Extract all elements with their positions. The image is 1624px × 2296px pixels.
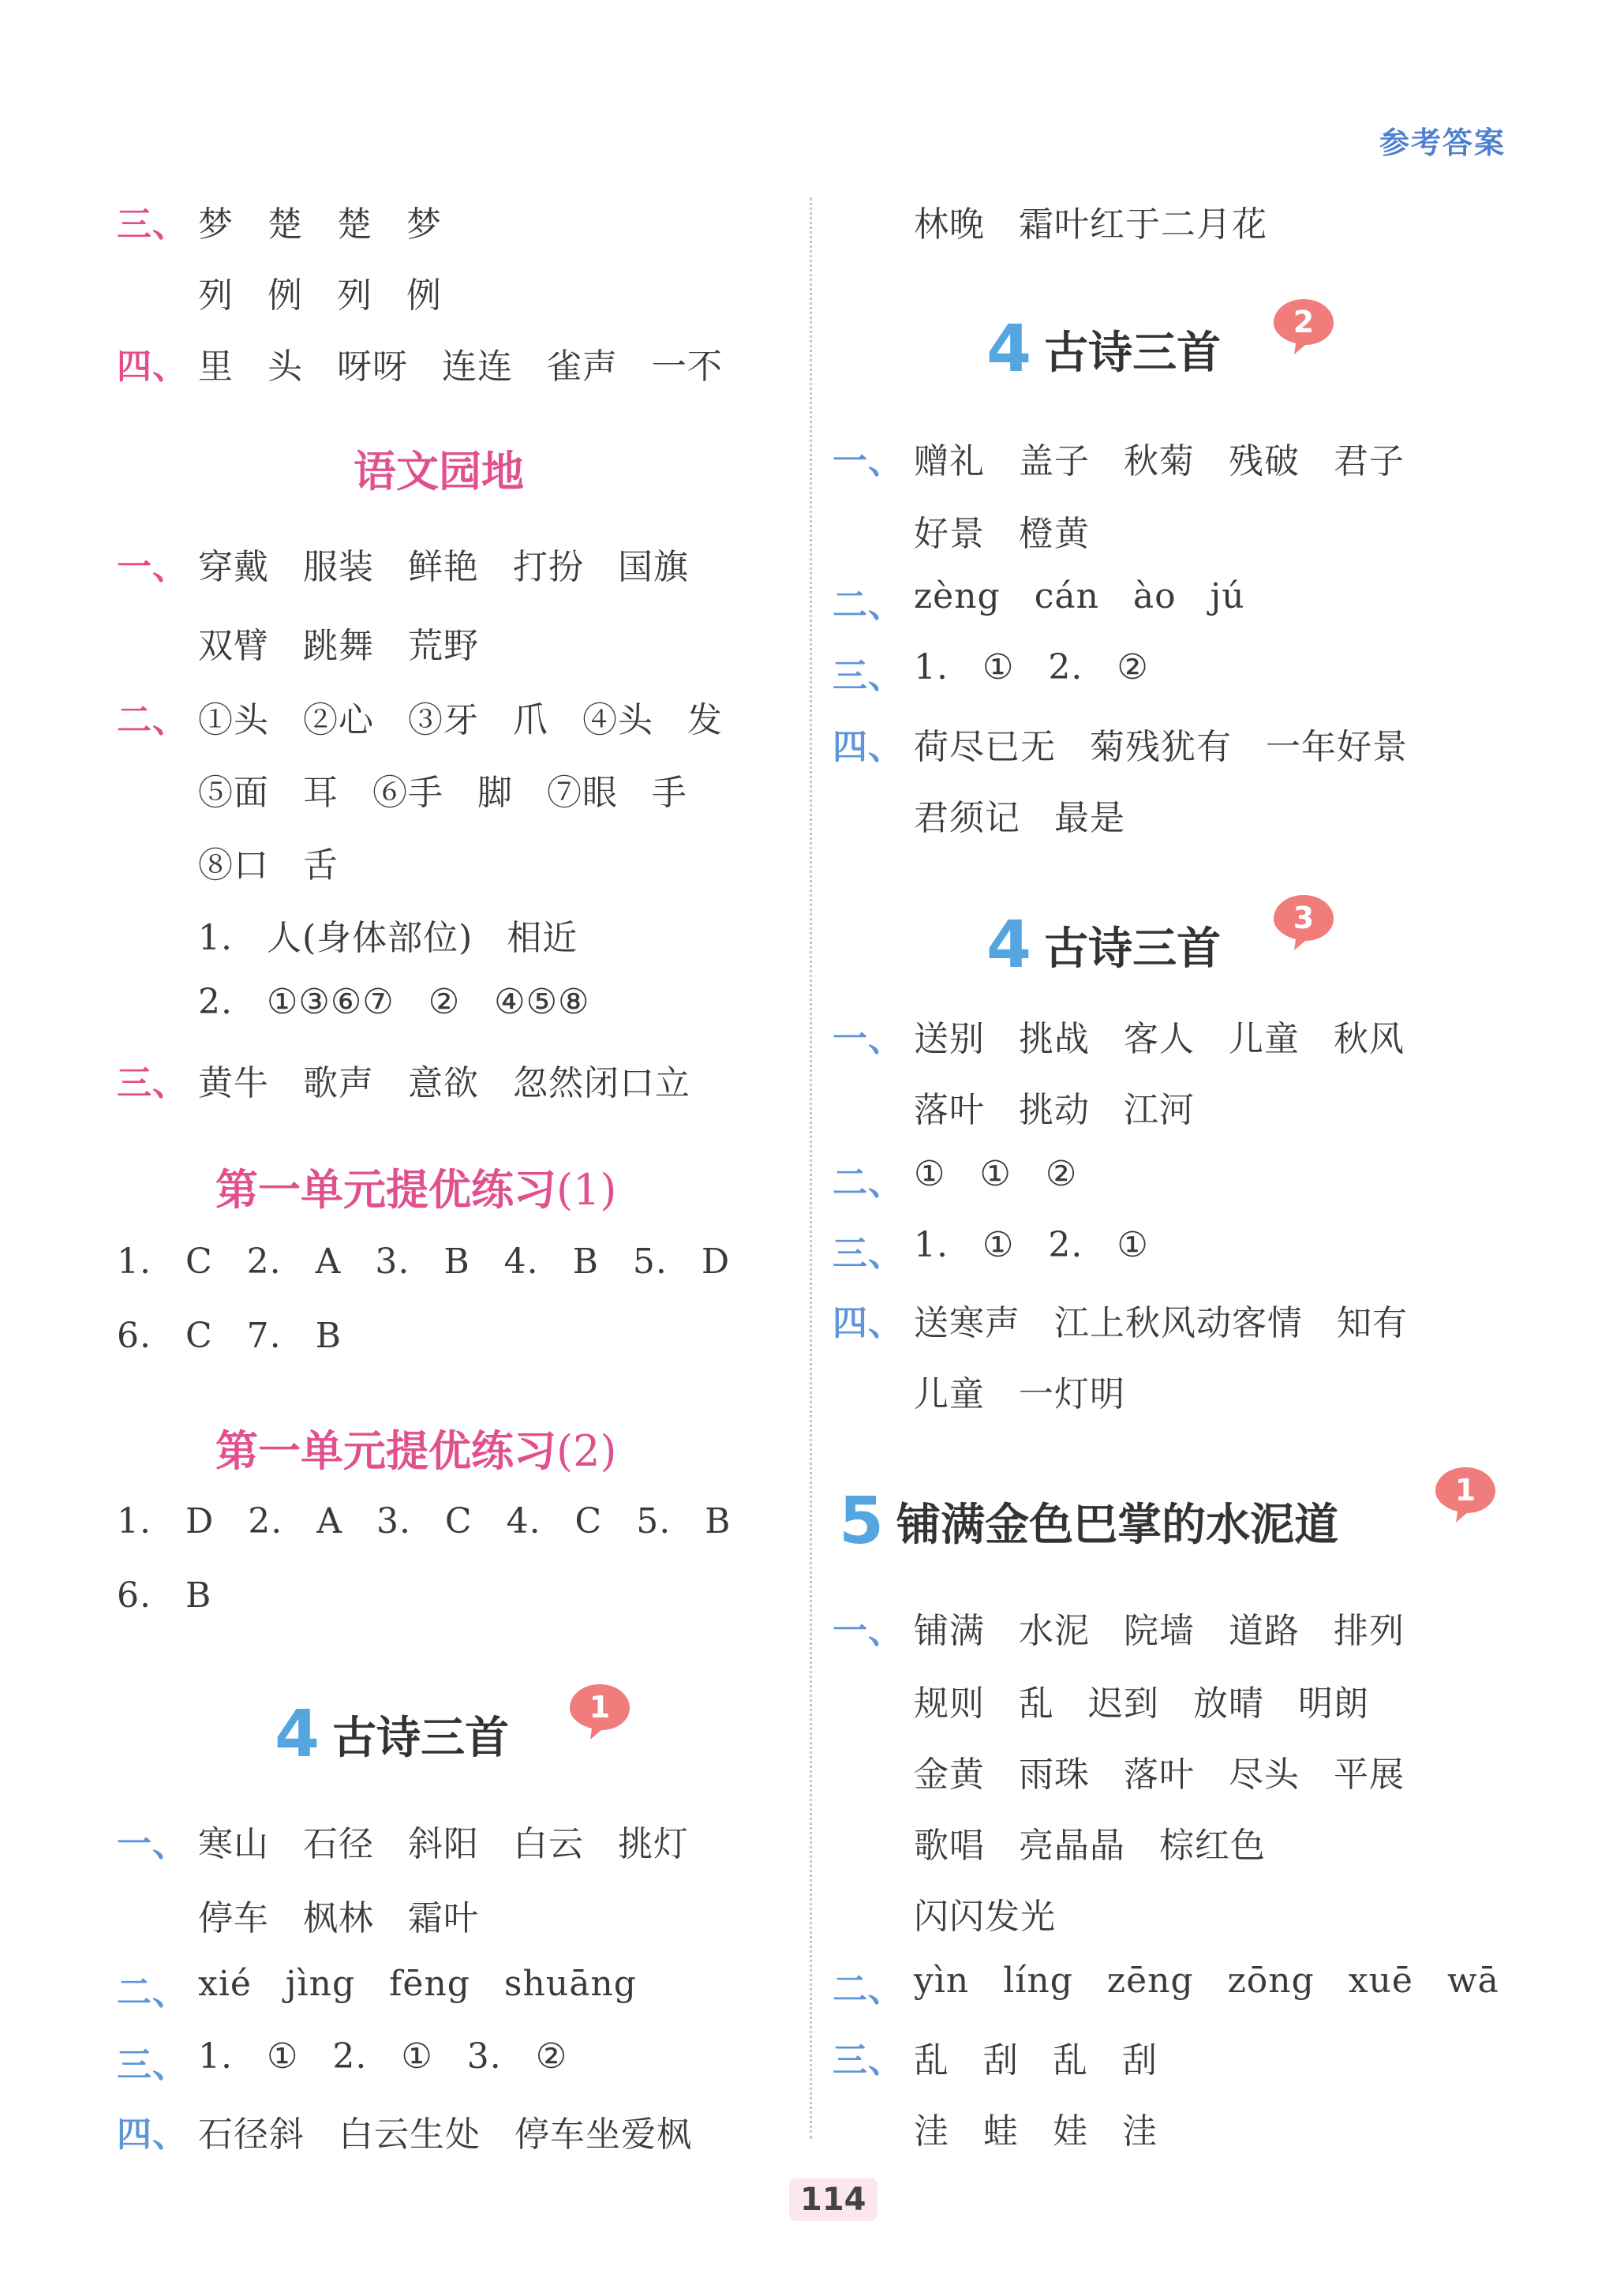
- lesson-title-4-1: 4 古诗三首: [275, 1697, 510, 1772]
- badge-number: 1: [589, 1690, 611, 1725]
- lesson-title-4-2: 4 古诗三首: [986, 312, 1222, 387]
- section-title-unit1-2: 第一单元提优练习(2): [215, 1426, 617, 1476]
- speech-bubble-badge-icon: [1432, 1464, 1499, 1524]
- speech-bubble-badge-icon: [1270, 296, 1337, 356]
- page-header-answers: 参考答案: [1379, 125, 1506, 160]
- lesson-title-4-3: 4 古诗三首: [986, 908, 1222, 983]
- speech-bubble-badge-icon: [567, 1681, 633, 1741]
- badge-number: 1: [1454, 1473, 1476, 1508]
- page-number: 114: [789, 2178, 877, 2221]
- section-title-unit1-1: 第一单元提优练习(1): [215, 1165, 617, 1215]
- column-divider: [810, 197, 812, 2139]
- lesson-title-5: 5 铺满金色巴掌的水泥道: [839, 1484, 1339, 1559]
- section-title-garden: 语文园地: [354, 447, 524, 496]
- badge-number: 3: [1293, 901, 1315, 935]
- speech-bubble-badge-icon: [1270, 892, 1337, 952]
- badge-number: 2: [1293, 305, 1315, 339]
